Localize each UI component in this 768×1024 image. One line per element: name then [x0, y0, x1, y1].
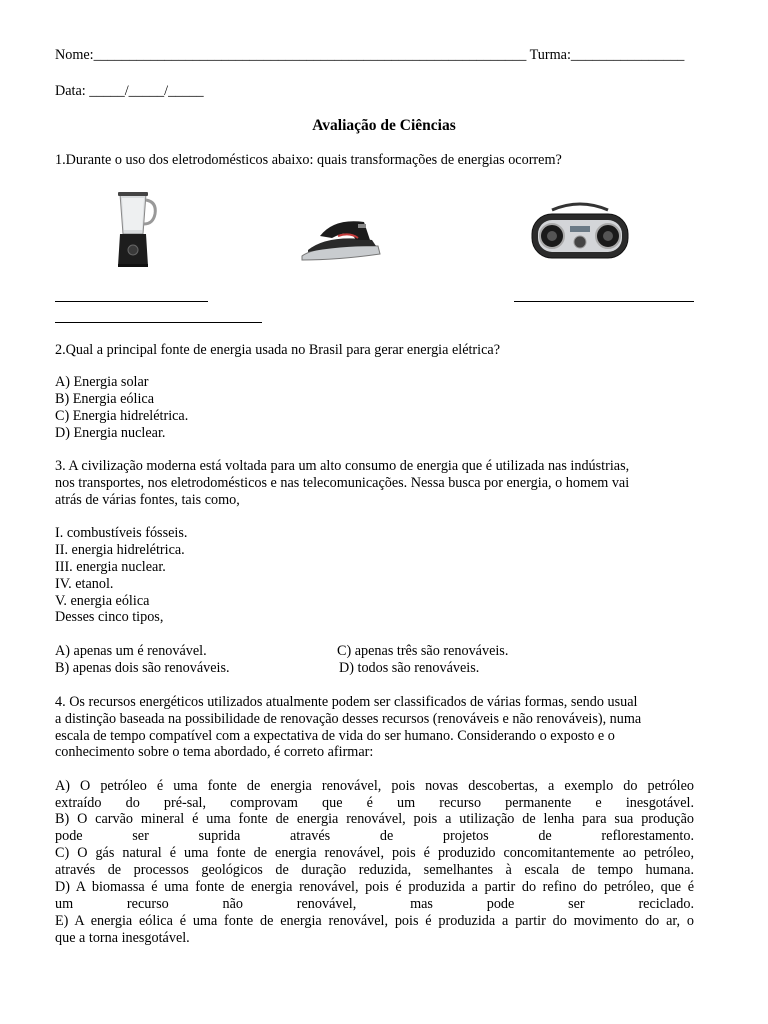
question-3-item: II. energia hidrelétrica. — [55, 542, 185, 558]
blender-image — [110, 190, 162, 270]
question-2-option: B) Energia eólica — [55, 391, 155, 407]
question-4-text: a distinção baseada na possibilidade de renovação desses recursos (renováveis e não renováveis), numa — [55, 711, 642, 727]
question-3-item: III. energia nuclear. — [55, 559, 166, 575]
question-3-option-b: B) apenas dois são renováveis. — [55, 660, 230, 676]
date-line: Data: _____/_____/_____ — [55, 83, 204, 99]
question-3-prompt: Desses cinco tipos, — [55, 609, 164, 625]
page-title: Avaliação de Ciências — [312, 117, 456, 134]
question-3-text: atrás de várias fontes, tais como, — [55, 492, 240, 508]
question-3-text: nos transportes, nos eletrodomésticos e nas telecomunicações. Nessa busca por energia, o homem vai — [55, 475, 630, 491]
answer-blank-3[interactable] — [514, 301, 694, 302]
answer-blank-2[interactable] — [55, 322, 262, 323]
question-2-option: A) Energia solar — [55, 374, 149, 390]
question-3-item: IV. etanol. — [55, 576, 114, 592]
question-2-option: C) Energia hidrelétrica. — [55, 408, 189, 424]
question-4-text: conhecimento sobre o tema abordado, é correto afirmar: — [55, 744, 374, 760]
question-4-option-b: B) O carvão mineral é uma fonte de energia renovável, pois a utilização de lenha para sua produção — [55, 811, 694, 827]
question-2-text: 2.Qual a principal fonte de energia usada no Brasil para gerar energia elétrica? — [55, 342, 500, 358]
question-2-option: D) Energia nuclear. — [55, 425, 166, 441]
question-3-text: 3. A civilização moderna está voltada para um alto consumo de energia que é utilizada nas indústrias, — [55, 458, 630, 474]
question-4-option-a: extraído do pré-sal, comprovam que é um recurso permanente e inesgotável. — [55, 795, 694, 811]
question-4-option-b: pode ser suprida através de projetos de reflorestamento. — [55, 828, 694, 844]
question-4-text: 4. Os recursos energéticos utilizados atualmente podem ser classificados de várias formas, sendo usual — [55, 694, 638, 710]
question-3-option-d: D) todos são renováveis. — [339, 660, 480, 676]
question-4-option-c: através de processos geológicos de duração reduzida, semelhantes à escala de tempo humana. — [55, 862, 694, 878]
iron-image — [298, 214, 384, 266]
question-4-option-e: E) A energia eólica é uma fonte de energia renovável, pois é produzida a partir do movimento do ar, o — [55, 913, 694, 929]
question-4-option-d: um recurso não renovável, mas pode ser reciclado. — [55, 896, 694, 912]
question-1-text: 1.Durante o uso dos eletrodomésticos abaixo: quais transformações de energias ocorrem? — [55, 152, 562, 168]
question-3-item: I. combustíveis fósseis. — [55, 525, 188, 541]
question-3-option-a: A) apenas um é renovável. — [55, 643, 207, 659]
answer-blank-1[interactable] — [55, 301, 208, 302]
question-4-option-c: C) O gás natural é uma fonte de energia renovável, pois é produzido concomitantemente ao petróleo, — [55, 845, 694, 861]
question-3-option-c: C) apenas três são renováveis. — [337, 643, 509, 659]
question-4-option-a: A) O petróleo é uma fonte de energia renovável, pois novas descobertas, a exemplo do petróleo — [55, 778, 694, 794]
question-4-text: escala de tempo compatível com a expectativa de vida do ser humano. Considerando o exposto e o — [55, 728, 615, 744]
name-class-line: Nome:_____________________________________________________________ Turma:________________ — [55, 47, 685, 63]
question-4-option-d: D) A biomassa é uma fonte de energia renovável, pois é produzida a partir do refino do petróleo, que é — [55, 879, 694, 895]
question-3-item: V. energia eólica — [55, 593, 150, 609]
question-4-option-e: que a torna inesgotável. — [55, 930, 190, 946]
boombox-image — [528, 198, 632, 264]
